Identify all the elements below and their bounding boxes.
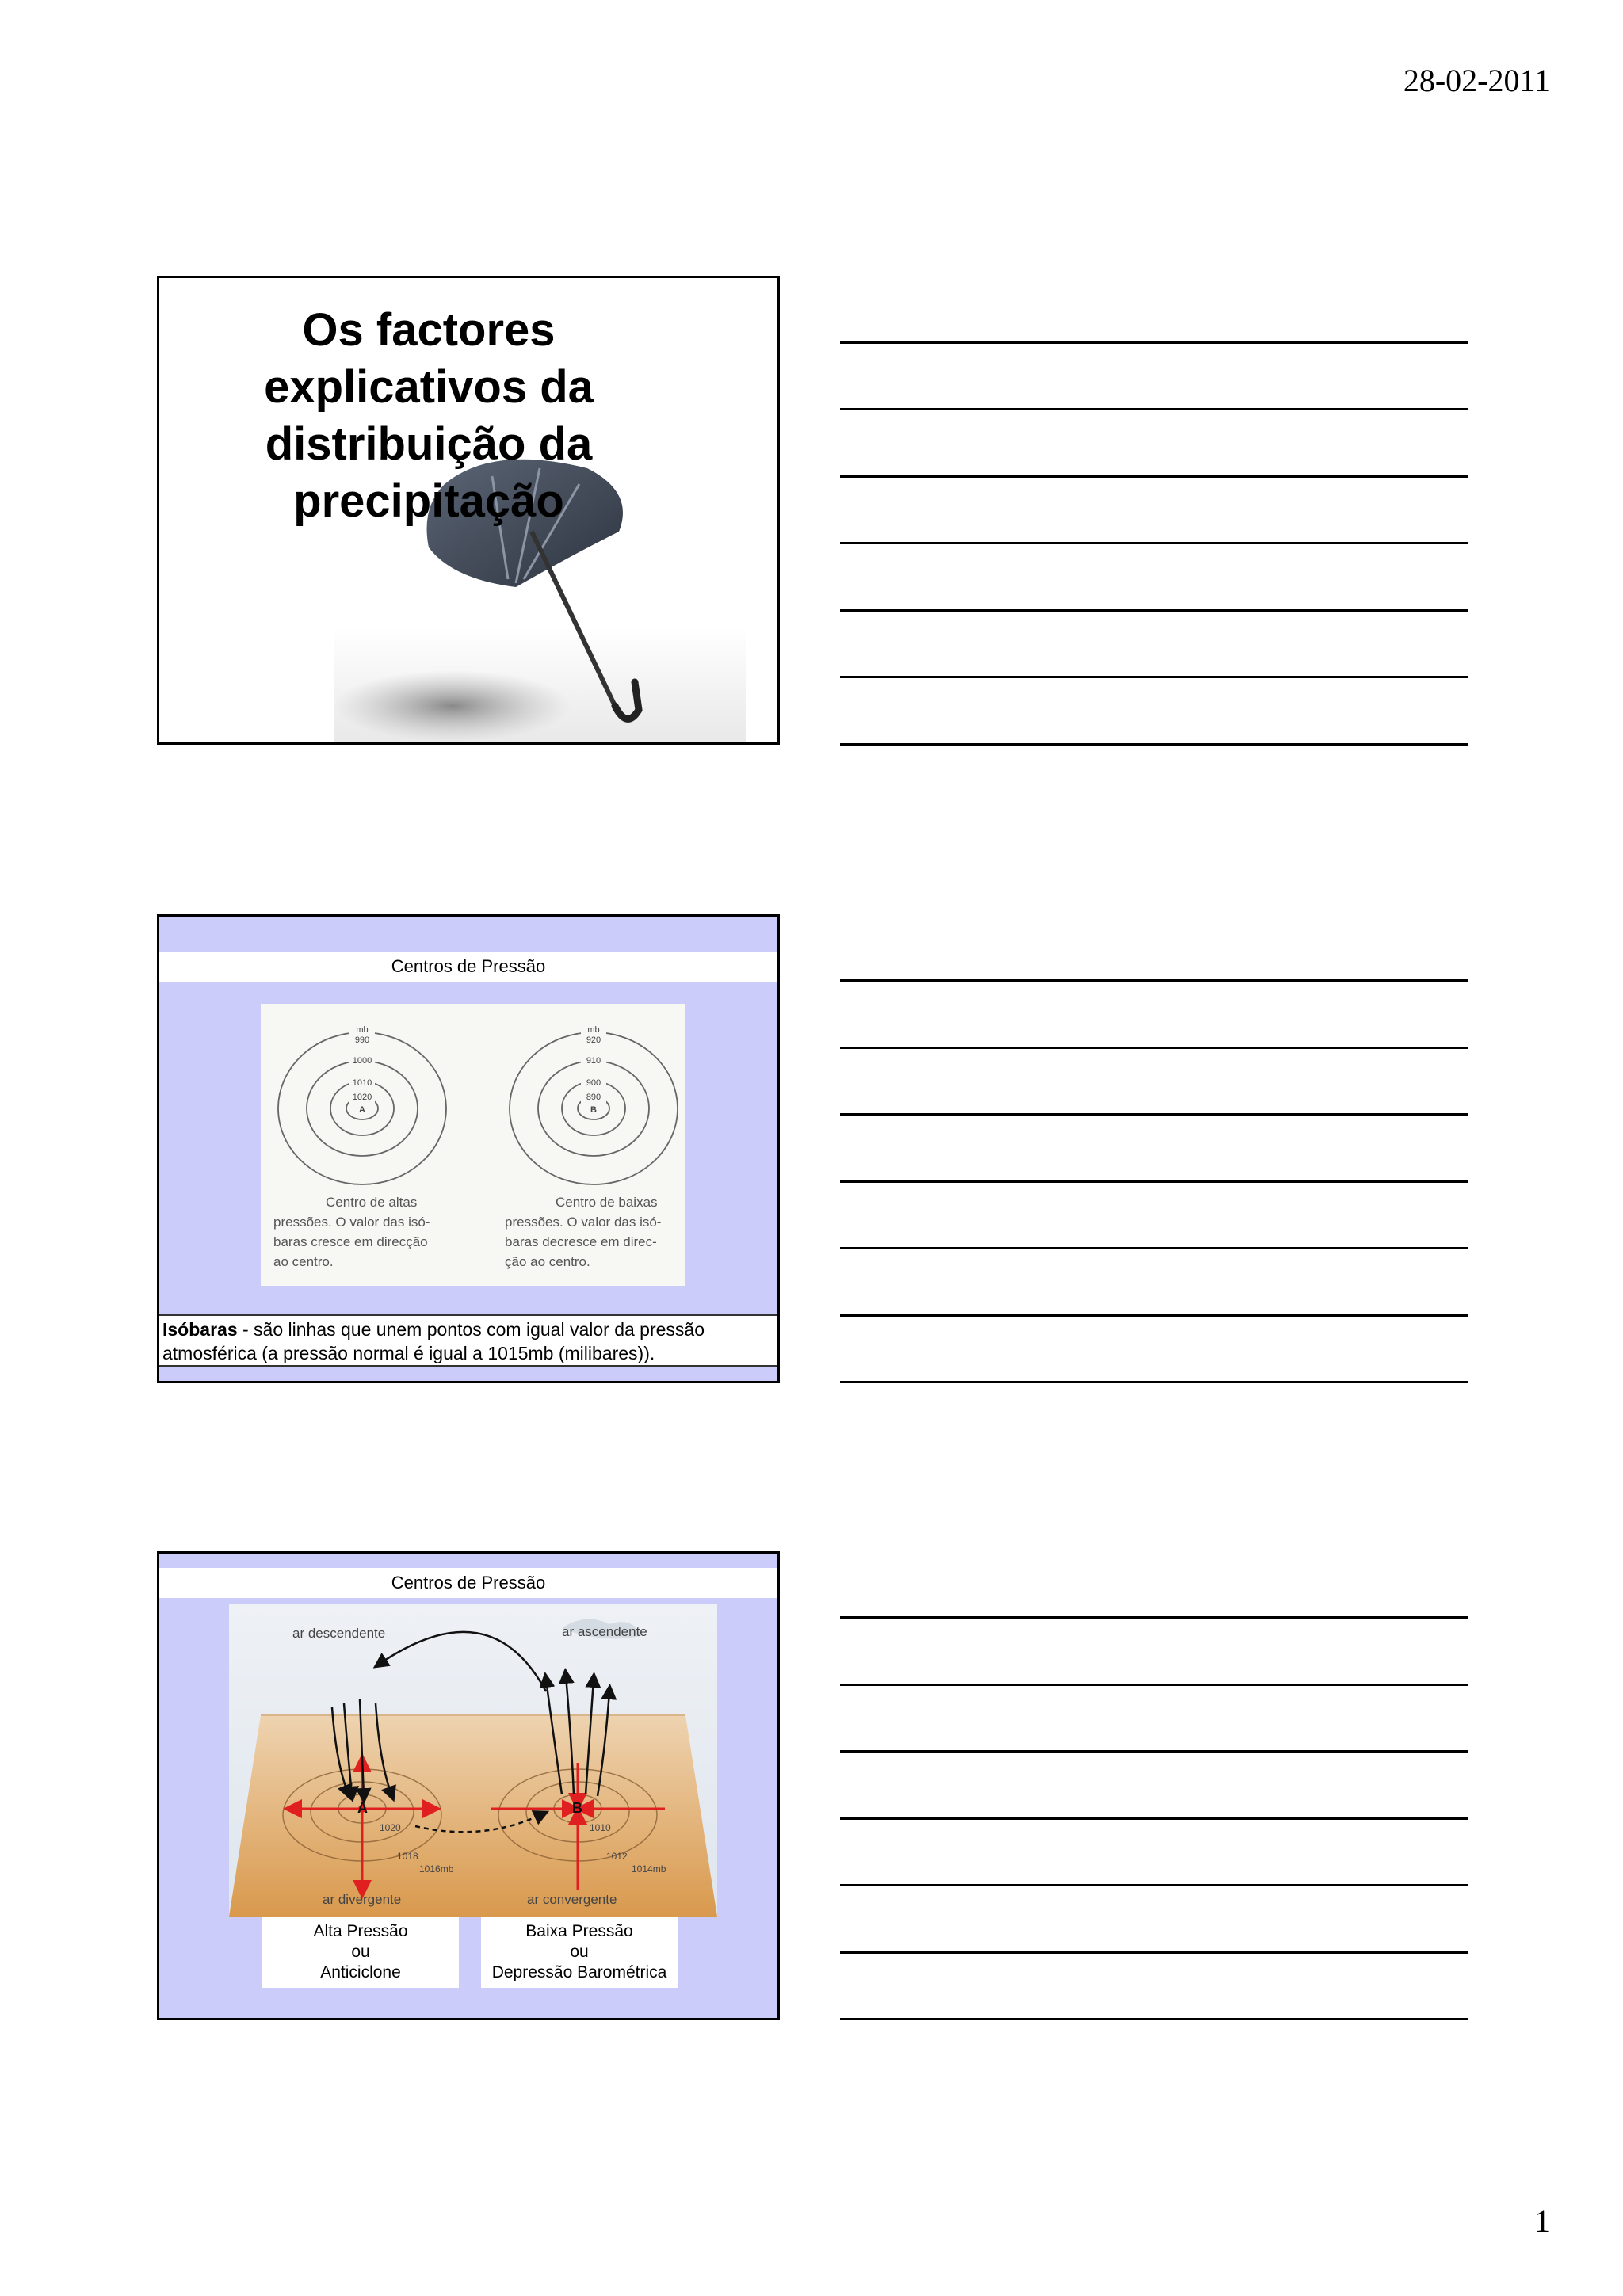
caption-line: ou (351, 1943, 370, 1961)
note-line (840, 341, 1468, 344)
low-center-label: B (590, 1105, 597, 1115)
note-line (840, 542, 1468, 544)
note-line (840, 1817, 1468, 1820)
definition-text: - são linhas que unem pontos com igual valor da pressão atmosférica (a pressão normal é igual a 1015mb (milibares)). (162, 1319, 705, 1363)
pressure-centers-diagram (229, 1604, 717, 1917)
divergent-air-label: ar divergente (323, 1892, 402, 1907)
slide-header: Centros de Pressão (159, 952, 777, 982)
caption-line: ou (570, 1943, 589, 1961)
low-caption-line: Centro de baixas (556, 1195, 658, 1210)
note-line (840, 475, 1468, 478)
high-pressure-caption (262, 1917, 459, 1988)
ascending-air-label: ar ascendente (562, 1624, 647, 1639)
a-isobar-label: 1016mb (419, 1863, 454, 1875)
low-isobar-label: 900 (586, 1078, 601, 1088)
note-line (840, 1684, 1468, 1686)
page-number: 1 (1534, 2203, 1550, 2239)
high-caption-line: baras cresce em direcção (273, 1234, 428, 1249)
note-line (840, 1884, 1468, 1886)
high-caption-line: ao centro. (273, 1254, 334, 1269)
slide-header: Centros de Pressão (159, 1568, 777, 1598)
b-isobar-label: 1010 (590, 1822, 611, 1833)
low-caption-line: pressões. O valor das isó- (505, 1215, 662, 1230)
a-isobar-label: 1018 (397, 1851, 418, 1862)
note-line (840, 676, 1468, 678)
note-line (840, 1180, 1468, 1183)
high-isobar-label: 990 (354, 1035, 370, 1045)
descending-air-label: ar descendente (292, 1626, 386, 1641)
caption-line: Alta Pressão (313, 1922, 408, 1940)
convergent-air-label: ar convergente (527, 1892, 617, 1907)
low-isobar-label: 910 (586, 1056, 601, 1066)
high-center-label: A (359, 1105, 365, 1115)
slide-pressure-centers (157, 1551, 780, 2020)
b-isobar-label: 1014mb (632, 1863, 666, 1875)
b-isobar-label: 1012 (606, 1851, 628, 1862)
caption-line: Depressão Barométrica (491, 1963, 667, 1981)
note-line (840, 1616, 1468, 1619)
high-caption-line: Centro de altas (326, 1195, 418, 1210)
note-line (840, 1381, 1468, 1383)
isobar-diagram (261, 1004, 685, 1286)
note-line (840, 609, 1468, 612)
high-caption-line: pressões. O valor das isó- (273, 1215, 430, 1230)
low-isobar-label: 920 (586, 1035, 601, 1045)
slide-isobars (157, 914, 780, 1383)
low-caption-line: baras decresce em direc- (505, 1234, 657, 1249)
note-line (840, 743, 1468, 746)
note-line (840, 408, 1468, 410)
center-a-label: A (357, 1800, 368, 1816)
low-unit-label: mb (587, 1025, 600, 1035)
a-isobar-label: 1020 (380, 1822, 401, 1833)
note-line (840, 1951, 1468, 1954)
definition-term: Isóbaras (162, 1319, 238, 1340)
isobar-definition (159, 1314, 777, 1367)
low-caption-line: ção ao centro. (505, 1254, 590, 1269)
high-unit-label: mb (356, 1025, 369, 1035)
low-isobar-label: 890 (586, 1093, 601, 1102)
note-line (840, 1247, 1468, 1249)
note-line (840, 1750, 1468, 1753)
center-b-label: B (572, 1800, 582, 1816)
high-isobar-label: 1020 (352, 1093, 372, 1102)
note-line (840, 1314, 1468, 1317)
note-line (840, 2018, 1468, 2020)
note-line (840, 1113, 1468, 1116)
note-line (840, 1047, 1468, 1049)
slide-title-text: Os factores explicativos da distribuição da precipitação (264, 304, 594, 527)
slide-title (157, 276, 780, 745)
caption-line: Baixa Pressão (525, 1922, 633, 1940)
document-date: 28-02-2011 (1403, 63, 1550, 98)
high-isobar-label: 1010 (352, 1078, 372, 1088)
note-line (840, 979, 1468, 982)
low-pressure-caption (481, 1917, 678, 1988)
high-isobar-label: 1000 (352, 1056, 372, 1066)
caption-line: Anticiclone (320, 1963, 401, 1981)
